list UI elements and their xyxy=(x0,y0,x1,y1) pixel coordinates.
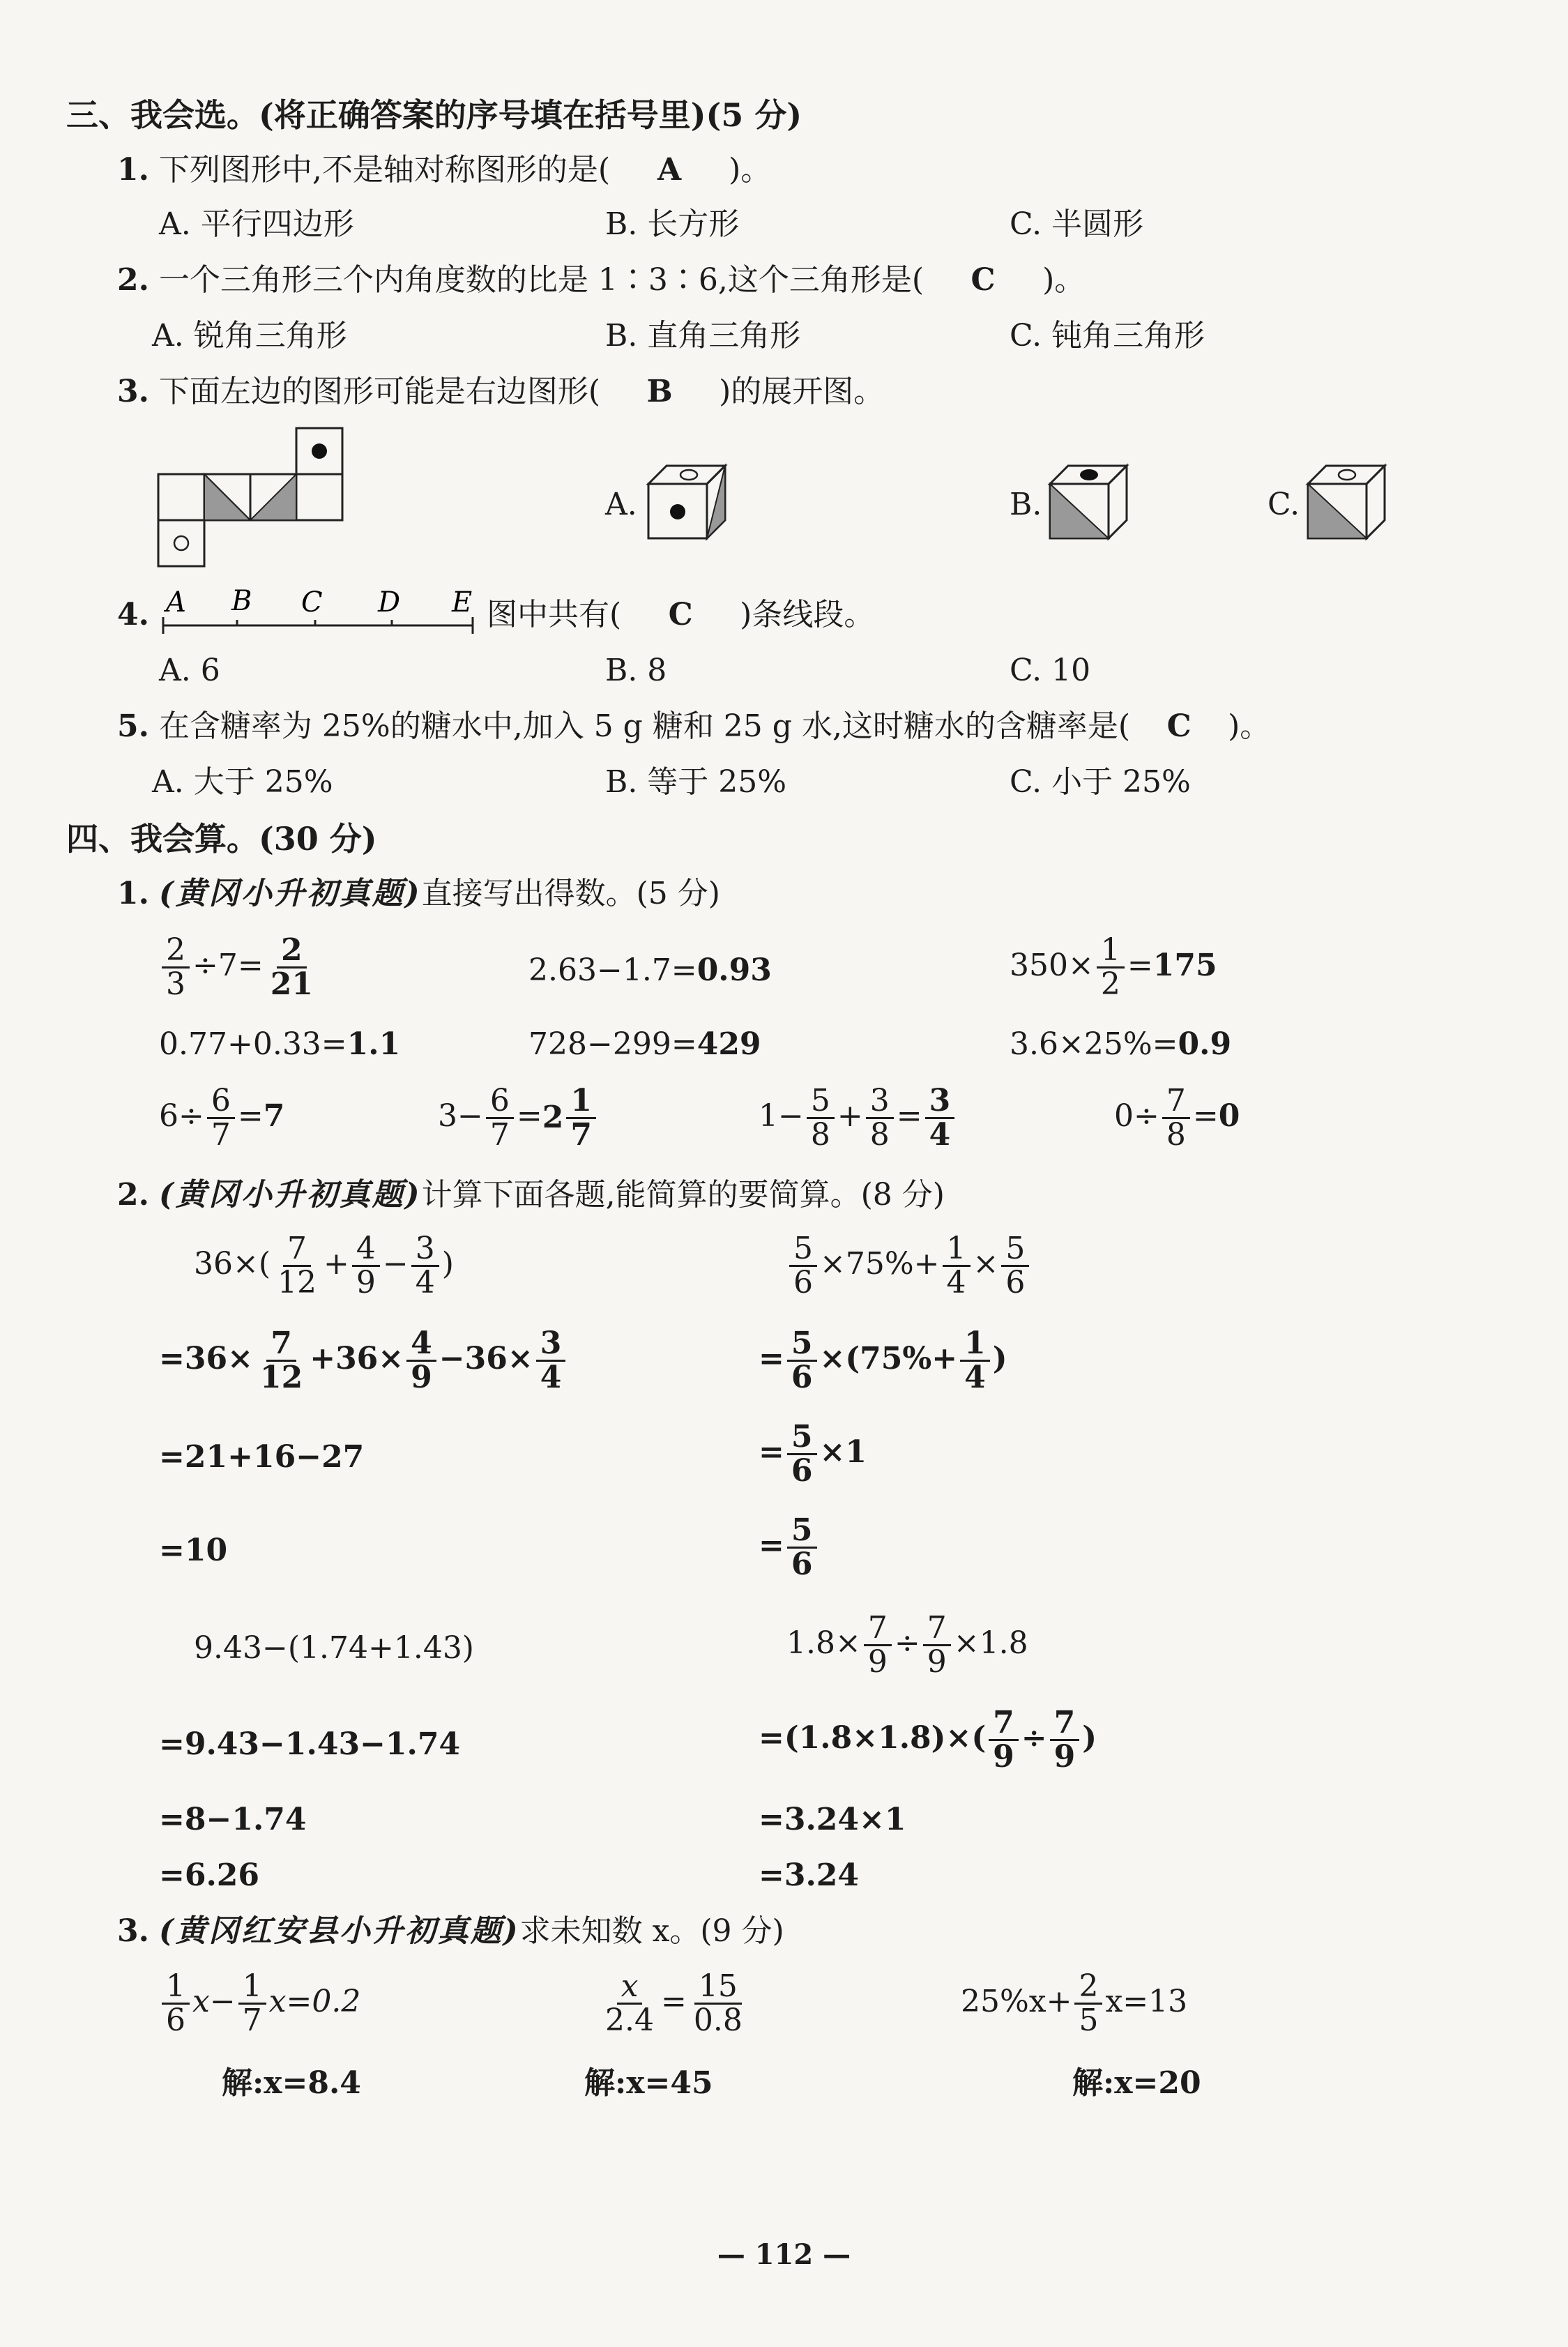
q3-text: 下面左边的图形可能是右边图形( xyxy=(158,374,601,409)
fraction: $\frac{5}{8}$ xyxy=(807,1085,835,1151)
q3-option-a-cube xyxy=(643,460,733,544)
answer: 0.9 xyxy=(1178,1026,1232,1062)
q2-stem xyxy=(117,264,1085,297)
net-shaded-triangle-2 xyxy=(250,474,296,520)
p2-right2-step3: =3.24 xyxy=(759,1858,860,1893)
q4-text: 图中共有( xyxy=(487,597,622,632)
q4-end: )条线段。 xyxy=(740,597,875,632)
answer: 1.1 xyxy=(347,1026,401,1062)
p3-number: 3. xyxy=(117,1913,149,1949)
p3-answer-1: 解:x=8.4 xyxy=(222,2065,361,2101)
q1-text: 下列图形中,不是轴对称图形的是( xyxy=(158,152,611,188)
point-d: D xyxy=(378,586,401,618)
p1-item-d: 0.77+0.33=1.1 xyxy=(159,1026,401,1062)
q5-end: )。 xyxy=(1228,708,1271,744)
q5-option-c: C. 小于 25% xyxy=(1010,764,1191,800)
q2-text: 一个三角形三个内角度数的比是 1∶3∶6,这个三角形是( xyxy=(158,262,924,298)
q4-option-b: B. 8 xyxy=(605,653,667,688)
answer-fraction: $\frac{3}{4}$ xyxy=(925,1085,955,1151)
p2-right2-step2: =3.24×1 xyxy=(759,1802,906,1837)
q3-option-c-cube xyxy=(1302,460,1393,544)
q3-option-b-label: B. xyxy=(1010,487,1042,522)
net-hollow-dot xyxy=(174,536,188,550)
p1-item-g: 6÷ $\frac{6}{7}$ =7 xyxy=(159,1083,285,1153)
p2-right1-step1: = $\frac{5}{6}$ ×(75%+ $\frac{1}{4}$ ) xyxy=(759,1326,1007,1396)
p3-answer-3: 解:x=20 xyxy=(1072,2065,1201,2101)
q1-end: )。 xyxy=(729,152,772,188)
q5-answer: C xyxy=(1166,708,1192,744)
q4-option-a: A. 6 xyxy=(159,653,220,688)
answer-fraction: $\frac{2}{21}$ xyxy=(270,932,313,1003)
fraction: $\frac{1}{2}$ xyxy=(1097,934,1125,1001)
p1-item-j: 0÷ $\frac{7}{8}$ =0 xyxy=(1114,1083,1240,1153)
p2-right1-question: $\frac{5}{6}$ ×75%+ $\frac{1}{4}$ × $\frac{5}{6}$ xyxy=(786,1233,1032,1299)
q3-option-b-cube xyxy=(1044,460,1135,544)
point-a: A xyxy=(166,586,186,618)
p1-item-c: 350× $\frac{1}{2}$ =175 xyxy=(1010,932,1217,1003)
point-c: C xyxy=(301,586,323,618)
q5-text: 在含糖率为 25%的糖水中,加入 5 g 糖和 25 g 水,这时糖水的含糖率是( xyxy=(158,708,1131,744)
fraction: $\frac{6}{7}$ xyxy=(207,1085,235,1151)
fraction: $\frac{7}{8}$ xyxy=(1162,1085,1190,1151)
q2-option-a: A. 锐角三角形 xyxy=(152,318,347,354)
section-3-title: 三、我会选。(将正确答案的序号填在括号里)(5 分) xyxy=(66,96,802,134)
q1-option-a: A. 平行四边形 xyxy=(159,206,354,242)
p2-right2-question: 1.8× $\frac{7}{9}$ ÷ $\frac{7}{9}$ ×1.8 xyxy=(786,1610,1028,1680)
net-square-1 xyxy=(158,474,204,520)
q3-stem xyxy=(117,375,884,409)
q2-end: )。 xyxy=(1042,262,1086,298)
net-square-bottom xyxy=(158,520,204,566)
q2-option-c: C. 钝角三角形 xyxy=(1010,318,1205,354)
p1-source: (黄冈小升初真题) xyxy=(158,876,422,911)
section-4-title: 四、我会算。(30 分) xyxy=(66,820,377,858)
fraction: $\frac{6}{7}$ xyxy=(486,1085,514,1151)
p2-right1-step3: = $\frac{5}{6}$ xyxy=(759,1514,820,1581)
q3-end: )的展开图。 xyxy=(719,374,885,409)
p2-right2-step1: =(1.8×1.8)×( $\frac{7}{9}$ ÷ $\frac{7}{9}$ ) xyxy=(759,1705,1097,1775)
p3-text: 求未知数 x。(9 分) xyxy=(519,1913,784,1949)
p3-answer-2: 解:x=45 xyxy=(584,2065,713,2101)
p3-stem xyxy=(117,1915,784,1948)
p1-stem xyxy=(117,877,720,911)
q5-stem xyxy=(117,710,1270,743)
p2-left1-step3: =10 xyxy=(159,1533,228,1568)
q1-option-c: C. 半圆形 xyxy=(1010,206,1144,242)
fraction: $\frac{3}{8}$ xyxy=(866,1085,894,1151)
point-b: B xyxy=(231,585,252,617)
p2-source: (黄冈小升初真题) xyxy=(158,1177,422,1213)
p3-equation-1: $\frac{1}{6}$ x− $\frac{1}{7}$ x=0.2 xyxy=(159,1970,360,2037)
q4-option-c: C. 10 xyxy=(1010,653,1091,688)
q3-option-a-label: A. xyxy=(605,487,637,522)
q2-number: 2. xyxy=(117,262,149,298)
q5-number: 5. xyxy=(117,708,149,744)
q5-option-a: A. 大于 25% xyxy=(152,764,333,800)
p2-left2-question: 9.43−(1.74+1.43) xyxy=(194,1630,474,1666)
answer: 0.93 xyxy=(697,952,772,988)
q2-option-b: B. 直角三角形 xyxy=(605,318,801,354)
p1-item-e: 728−299=429 xyxy=(528,1026,761,1062)
p2-stem xyxy=(117,1178,945,1212)
p2-left1-step1: =36× $\frac{7}{12}$ +36× $\frac{4}{9}$ −36× $\frac{3}{4}$ xyxy=(159,1328,568,1394)
answer: 429 xyxy=(697,1026,761,1062)
p2-left2-step3: =6.26 xyxy=(159,1858,260,1893)
q4-segment-figure xyxy=(155,582,482,638)
p1-item-h: 3− $\frac{6}{7}$ = 2 $\frac{1}{7}$ xyxy=(438,1085,599,1151)
q1-number: 1. xyxy=(117,152,149,188)
p1-text: 直接写出得数。(5 分) xyxy=(421,876,720,911)
answer: 0 xyxy=(1218,1098,1240,1134)
q4-answer: C xyxy=(668,597,693,632)
p1-item-i: 1− $\frac{5}{8}$ + $\frac{3}{8}$ = $\frac{3}{4}$ xyxy=(759,1085,957,1151)
q3-answer: B xyxy=(646,374,673,409)
p1-item-a: $\frac{2}{3}$ ÷7= $\frac{2}{21}$ xyxy=(159,934,320,1001)
q1-option-b: B. 长方形 xyxy=(605,206,740,242)
p1-number: 1. xyxy=(117,876,149,911)
p3-equation-3: 25%x+ $\frac{2}{5}$ x=13 xyxy=(961,1968,1188,2039)
p2-right1-step2: = $\frac{5}{6}$ ×1 xyxy=(759,1419,867,1489)
q2-answer: C xyxy=(971,262,996,298)
q4-stem xyxy=(487,598,874,632)
q1-stem xyxy=(117,153,771,187)
page-number: — 112 — xyxy=(717,2238,851,2271)
answer: 175 xyxy=(1152,948,1217,984)
net-filled-dot xyxy=(312,443,327,459)
p1-item-f: 3.6×25%=0.9 xyxy=(1010,1026,1232,1062)
q1-answer: A xyxy=(657,152,682,188)
p1-item-b: 2.63−1.7=0.93 xyxy=(528,952,772,988)
p2-left2-step2: =8−1.74 xyxy=(159,1802,307,1837)
cube-net-figure xyxy=(157,427,366,573)
q3-number: 3. xyxy=(117,374,149,409)
q5-option-b: B. 等于 25% xyxy=(605,764,787,800)
p3-source: (黄冈红安县小升初真题) xyxy=(158,1913,520,1949)
net-square-4 xyxy=(296,474,342,520)
p2-left1-question: 36×( $\frac{7}{12}$ + $\frac{4}{9}$ − $\frac{3}{4}$ ) xyxy=(194,1231,454,1301)
q3-option-c-label: C. xyxy=(1268,487,1300,522)
q4-number: 4. xyxy=(117,597,149,632)
answer-mixed-number: 2 $\frac{1}{7}$ xyxy=(542,1085,599,1151)
p2-number: 2. xyxy=(117,1177,149,1213)
fraction: $\frac{2}{3}$ xyxy=(162,934,190,1001)
p2-text: 计算下面各题,能简算的要简算。(8 分) xyxy=(421,1177,945,1213)
p2-left1-step2: =21+16−27 xyxy=(159,1439,365,1475)
p3-equation-2: $\frac{x}{2.4}$ = $\frac{15}{0.8}$ xyxy=(605,1968,743,2039)
point-e: E xyxy=(452,586,473,618)
p2-left2-step1: =9.43−1.43−1.74 xyxy=(159,1726,461,1762)
answer: 7 xyxy=(263,1098,285,1134)
